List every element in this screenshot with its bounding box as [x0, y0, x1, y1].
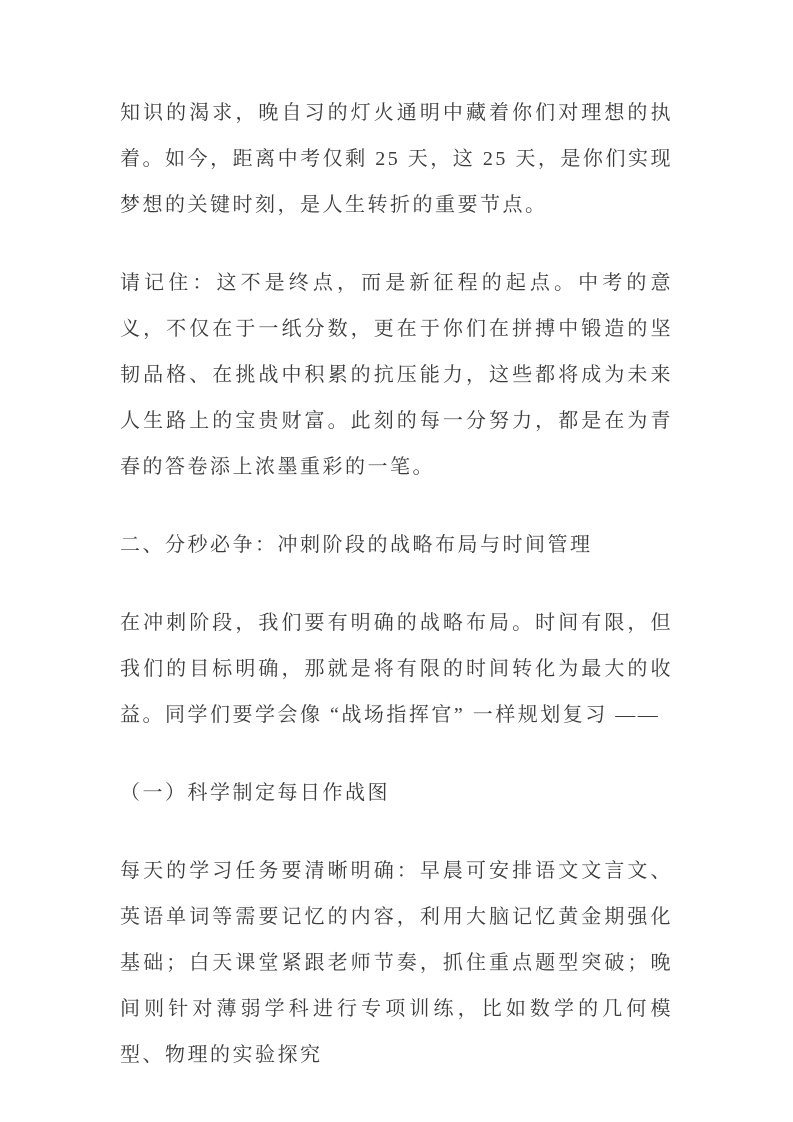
paragraph-sprint-strategy: 在冲刺阶段，我们要有明确的战略布局。时间有限，但我们的目标明确，那就是将有限的时间转化为最大的收益。同学们要学会像 “战场指挥官” 一样规划复习 ——	[120, 612, 673, 726]
subsection-heading-daily-plan: （一）科学制定每日作战图	[120, 782, 390, 804]
paragraph-exam-meaning: 请记住：这不是终点，而是新征程的起点。中考的意义，不仅在于一纸分数，更在于你们在拼搏中锻造的坚韧品格、在挑战中积累的抗压能力，这些都将成为未来人生路上的宝贵财富。此刻的每一分努力，都是在为青春的答卷添上浓墨重彩的一笔。	[120, 272, 673, 478]
paragraph-exam-countdown: 知识的渴求，晚自习的灯火通明中藏着你们对理想的执着。如今，距离中考仅剩 25 天，这 25 天，是你们实现梦想的关键时刻，是人生转折的重要节点。	[120, 102, 673, 216]
paragraph-daily-tasks: 每天的学习任务要清晰明确：早晨可安排语文文言文、英语单词等需要记忆的内容，利用大脑记忆黄金期强化基础；白天课堂紧跟老师节奏，抓住重点题型突破；晚间则针对薄弱学科进行专项训练，比如数学的几何模型、物理的实验探究	[120, 860, 673, 1066]
section-heading-strategy: 二、分秒必争：冲刺阶段的战略布局与时间管理	[120, 534, 593, 556]
